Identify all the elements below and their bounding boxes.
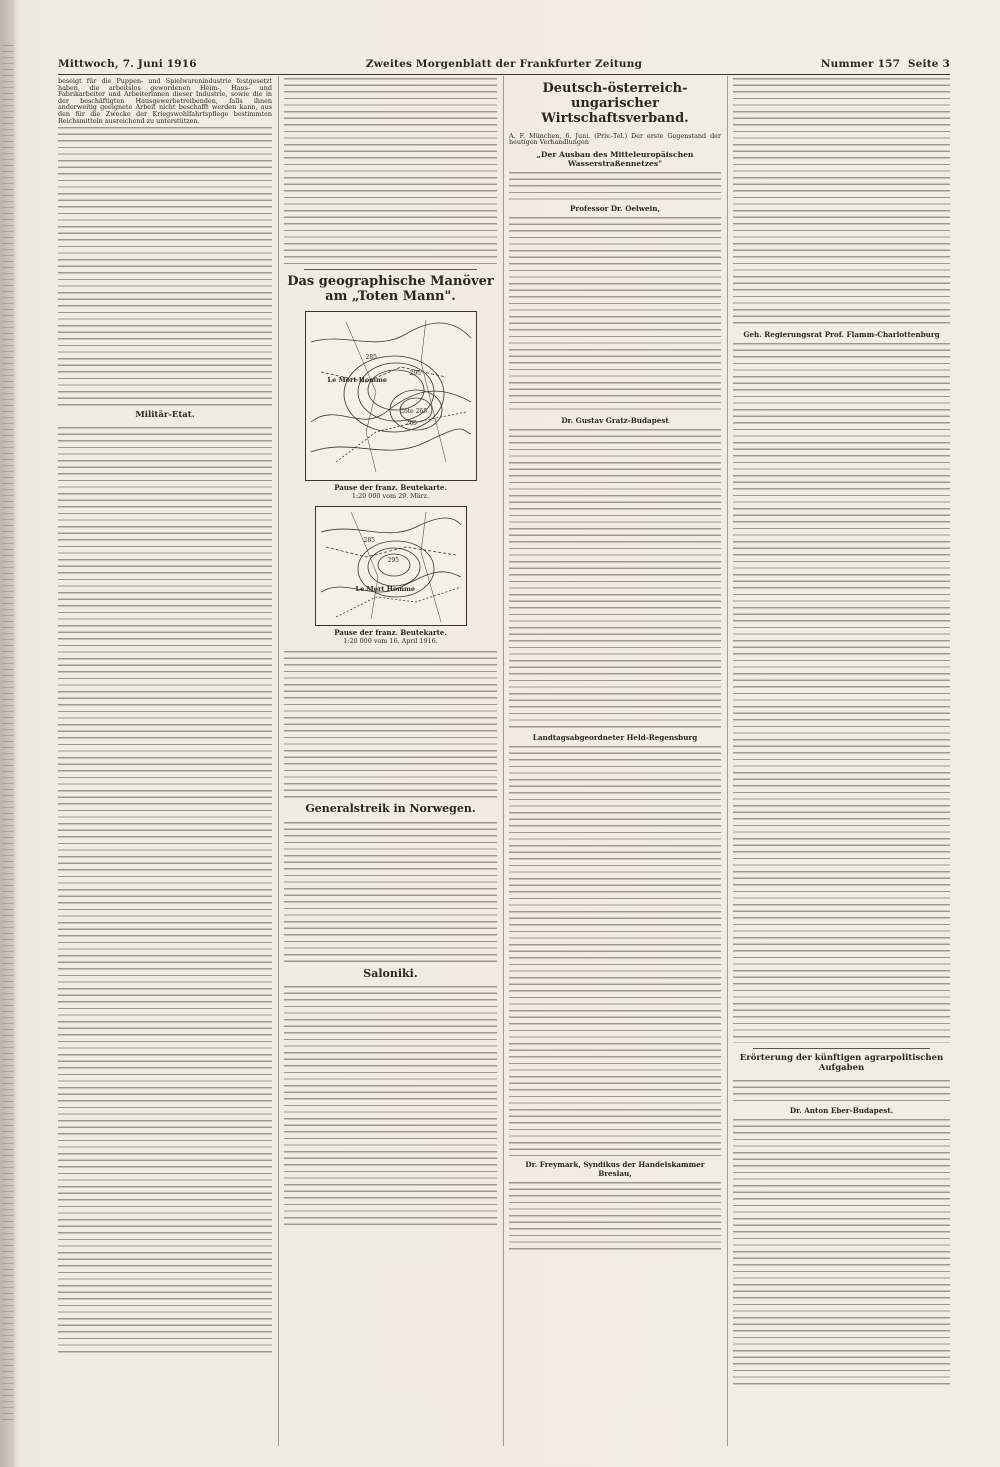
- header-rule: [58, 74, 950, 75]
- map1-label-285: 285: [365, 353, 377, 361]
- column-4: [733, 78, 950, 1443]
- map-2-caption: Pause der franz. Beutekarte.: [334, 627, 447, 637]
- col2-text-block: [284, 78, 497, 264]
- column-rule-2: [503, 76, 504, 1446]
- article-dateline: A. F. München, 6. Juni. (Priv.-Tel.) Der erste Gegenstand der heutigen Verhandlungen: [509, 131, 721, 147]
- map1-label-cote-265: Cote 265: [399, 407, 428, 415]
- column-1: [58, 78, 272, 1443]
- page-header: [58, 58, 950, 74]
- col3-text-block: [509, 1182, 721, 1252]
- col1-intro-text: beseigt für die Puppen- und Spielwarenindustrie festgesetzt haben, die arbeitslos gewordenen Heim-, Haus- und Fabrikarbeiter und Arbeiterinnen dieser Industrie, sowie die in der beschäftigten Hausgewerbetreibenden, falls ihnen anderweitig geeignete Arbeit nicht beschafft werden kann, aus den für die Zwecke der Kriegswohlfahrtspflege bestimmten Reichsmitteln ausreichend zu unterstützen.: [58, 78, 272, 125]
- header-date: Mittwoch, 7. Juni 1916: [58, 58, 197, 70]
- speaker-held: Landtagsabgeordneter Held-Regensburg: [532, 733, 698, 742]
- speaker-oelwein: Professor Dr. Oelwein,: [570, 204, 660, 213]
- speaker-eber: Dr. Anton Eber-Budapest.: [789, 1105, 894, 1115]
- heading-saloniki: Saloniki.: [363, 966, 418, 980]
- map-1-scale: 1:20 000 vom 29. März.: [351, 491, 430, 500]
- col2-text-block: [284, 651, 497, 799]
- col3-text-block: [509, 746, 721, 1156]
- col2-separator: [304, 269, 477, 270]
- col4-text-block: [733, 343, 950, 1043]
- speaker-flamm: Geh. Regierungsrat Prof. Flamm-Charlottenburg: [743, 330, 940, 339]
- header-page: Seite 3: [907, 58, 950, 70]
- map1-label-295: 295: [409, 369, 421, 377]
- header-masthead: Zweites Morgenblatt der Frankfurter Zeitung: [365, 58, 643, 70]
- map2-label-295: 295: [387, 556, 399, 564]
- col2-text-block: [284, 822, 497, 964]
- col1-heading-militaer-etat: Militär-Etat.: [135, 410, 195, 421]
- map2-label-le-mort-homme: Le Mort Homme: [355, 584, 416, 593]
- column-2: [284, 78, 497, 1443]
- col3-text-block: [509, 217, 721, 412]
- col4-text-block: [733, 1119, 950, 1389]
- map-2-scale: 1:20 000 vom 16. April 1916.: [343, 636, 438, 645]
- column-rule-1: [278, 76, 279, 1446]
- col3-text-block: [509, 172, 721, 200]
- map-1-caption: Pause der franz. Beutekarte.: [334, 482, 447, 492]
- col4-text-block: [733, 1080, 950, 1102]
- col1-text-block: [58, 127, 272, 407]
- col4-text-block: [733, 78, 950, 326]
- col4-separator: [753, 1048, 930, 1049]
- map1-label-265: 265: [405, 419, 417, 427]
- column-rule-3: [727, 76, 728, 1446]
- heading-generalstreik-norwegen: Generalstreik in Norwegen.: [305, 801, 476, 815]
- map-2-figure: [315, 506, 467, 626]
- header-page-number: [821, 58, 950, 70]
- map-1-drawing: [306, 312, 476, 480]
- speaker-gratz: Dr. Gustav Gratz-Budapest: [561, 416, 669, 425]
- header-issue-number: Nummer 157: [820, 58, 901, 70]
- col3-text-block: [509, 429, 721, 729]
- article-title-wirtschaftsverband: Deutsch-österreich-ungarischer Wirtschaftsverband.: [541, 81, 689, 126]
- map-article-title: Das geographische Manöver am „Toten Mann".: [287, 274, 494, 304]
- map-2-drawing: [316, 507, 466, 625]
- col2-text-block: [284, 986, 497, 1226]
- map1-label-le-mort-homme: Le Mort Homme: [327, 375, 388, 384]
- map2-label-285: 285: [363, 536, 375, 544]
- heading-agrarpolitische-aufgaben: Erörterung der künftigen agrarpolitischen Aufgaben: [739, 1053, 944, 1073]
- map-1-figure: [305, 311, 477, 481]
- column-3: [509, 78, 721, 1443]
- speaker-freymark: Dr. Freymark, Syndikus der Handelskammer Breslau,: [525, 1160, 705, 1178]
- article-subtitle-wasserstrassen: „Der Ausbau des Mitteleuropäischen Wasserstraßennetzes": [536, 150, 694, 168]
- col1-text-block: [58, 427, 272, 1357]
